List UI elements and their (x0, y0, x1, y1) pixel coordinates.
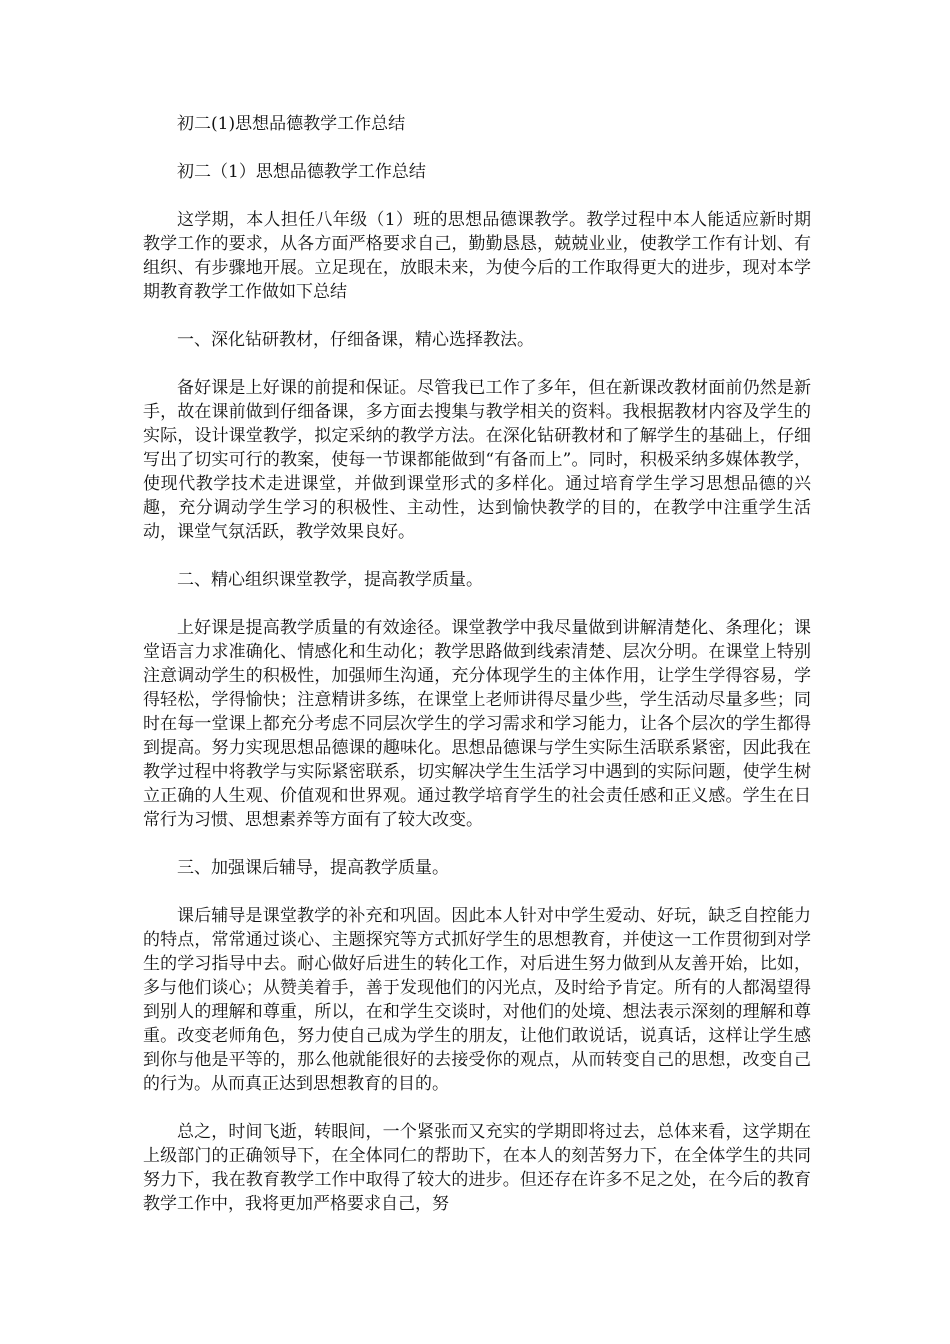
paragraph-spacer (143, 880, 811, 904)
paragraph-spacer (143, 1096, 811, 1120)
intro-paragraph: 这学期，本人担任八年级（1）班的思想品德课教学。教学过程中本人能适应新时期教学工作的要求，从各方面严格要求自己，勤勤恳恳，兢兢业业，使教学工作有计划、有组织、有步骤地开展。立足现在，放眼未来，为使今后的工作取得更大的进步，现对本学期教育教学工作做如下总结 (143, 210, 811, 302)
paragraph-spacer (143, 832, 811, 856)
section-2-body: 上好课是提高教学质量的有效途径。课堂教学中我尽量做到讲解清楚化、条理化；课堂语言力求准确化、情感化和生动化；教学思路做到线索清楚、层次分明。在课堂上特别注意调动学生的积极性，加强师生沟通，充分体现学生的主体作用，让学生学得容易，学得轻松，学得愉快；注意精讲多练，在课堂上老师讲得尽量少些，学生活动尽量多些；同时在每一堂课上都充分考虑不同层次学生的学习需求和学习能力，让各个层次的学生都得到提高。努力实现思想品德课的趣味化。思想品德课与学生实际生活联系紧密，因此我在教学过程中将教学与实际紧密联系，切实解决学生生活学习中遇到的实际问题，使学生树立正确的人生观、价值观和世界观。通过教学培育学生的社会责任感和正义感。学生在日常行为习惯、思想素养等方面有了较大改变。 (143, 618, 811, 830)
document-title-line-2: 初二（1）思想品德教学工作总结 (177, 162, 426, 182)
paragraph-spacer (143, 352, 811, 376)
document-title-line-1: 初二(1)思想品德教学工作总结 (177, 114, 406, 134)
section-3-body: 课后辅导是课堂教学的补充和巩固。因此本人针对中学生爱动、好玩，缺乏自控能力的特点，常常通过谈心、主题探究等方式抓好学生的思想教育，并使这一工作贯彻到对学生的学习指导中去。耐心做好后进生的转化工作，对后进生努力做到从友善开始，比如，多与他们谈心；从赞美着手，善于发现他们的闪光点，及时给予肯定。所有的人都渴望得到别人的理解和尊重，所以，在和学生交谈时，对他们的处境、想法表示深刻的理解和尊重。改变老师角色，努力使自己成为学生的朋友，让他们敢说话，说真话，这样让学生感到你与他是平等的，那么他就能很好的去接受你的观点，从而转变自己的思想，改变自己的行为。从而真正达到思想教育的目的。 (143, 906, 811, 1094)
paragraph-spacer (143, 544, 811, 568)
paragraph-spacer (143, 304, 811, 328)
document-body (143, 112, 811, 1216)
paragraph-spacer (143, 136, 811, 160)
section-1-heading: 一、深化钻研教材，仔细备课，精心选择教法。 (177, 330, 534, 350)
section-2-heading: 二、精心组织课堂教学，提高教学质量。 (177, 570, 483, 590)
paragraph-spacer (143, 592, 811, 616)
section-1-body: 备好课是上好课的前提和保证。尽管我已工作了多年，但在新课改教材面前仍然是新手，故在课前做到仔细备课，多方面去搜集与教学相关的资料。我根据教材内容及学生的实际，设计课堂教学，拟定采纳的教学方法。在深化钻研教材和了解学生的基础上，仔细写出了切实可行的教案，使每一节课都能做到“有备而上”。同时，积极采纳多媒体教学，使现代教学技术走进课堂，并做到课堂形式的多样化。通过培育学生学习思想品德的兴趣，充分调动学生学习的积极性、主动性，达到愉快教学的目的，在教学中注重学生活动，课堂气氛活跃，教学效果良好。 (143, 378, 811, 542)
paragraph-spacer (143, 184, 811, 208)
section-3-heading: 三、加强课后辅导，提高教学质量。 (177, 858, 449, 878)
conclusion-paragraph: 总之，时间飞逝，转眼间，一个紧张而又充实的学期即将过去，总体来看，这学期在上级部门的正确领导下，在全体同仁的帮助下，在本人的刻苦努力下，在全体学生的共同努力下，我在教育教学工作中取得了较大的进步。但还存在许多不足之处，在今后的教育教学工作中，我将更加严格要求自己，努 (143, 1122, 811, 1214)
